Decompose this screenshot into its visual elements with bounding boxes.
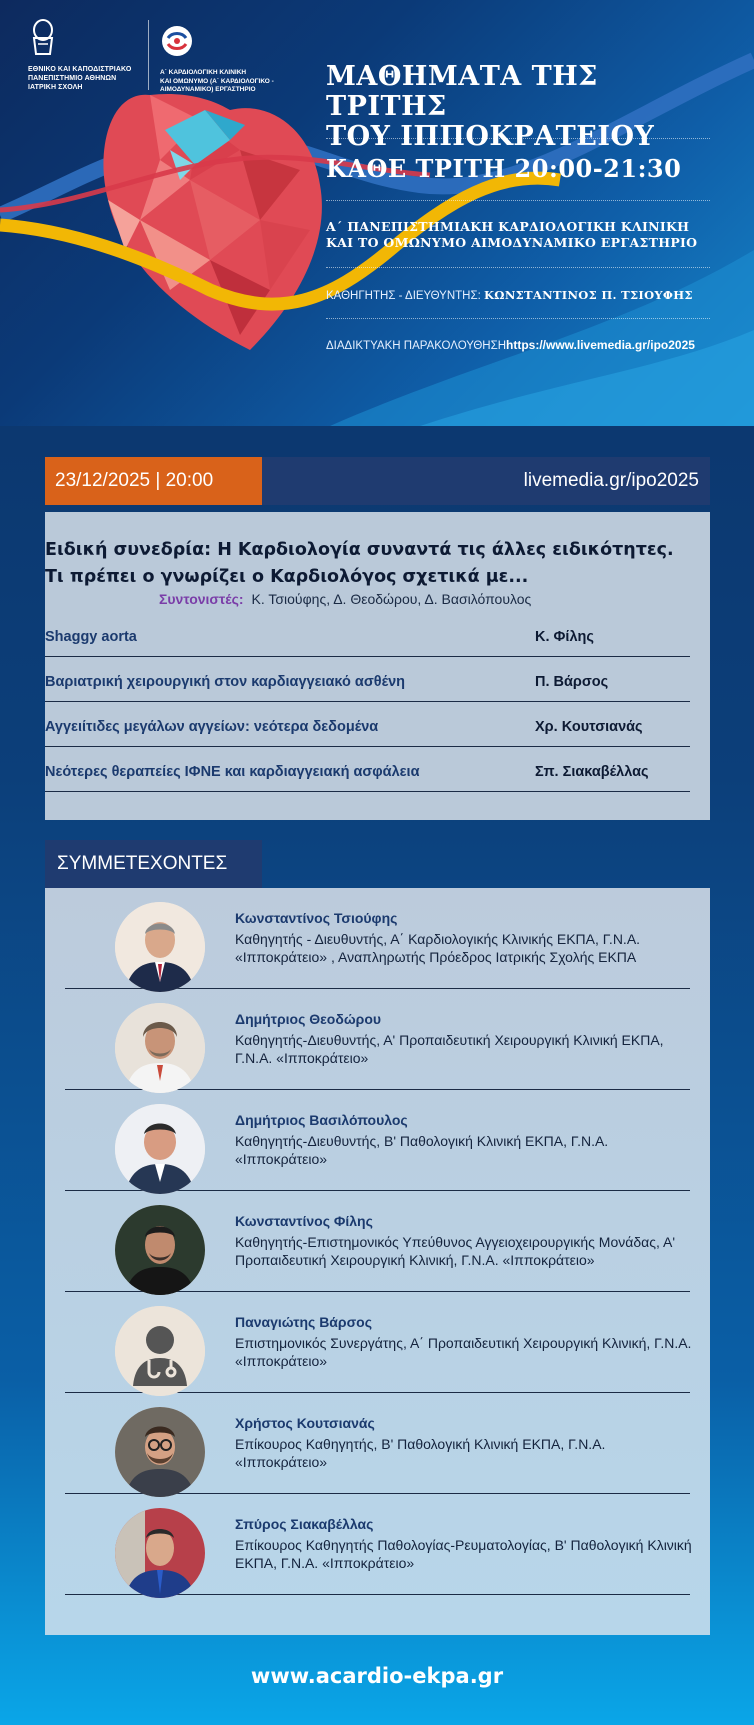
doctor-placeholder-icon [115, 1306, 205, 1396]
participant-photo [115, 1003, 205, 1093]
participant-photo [115, 1306, 205, 1396]
participants-heading: ΣΥΜΜΕΤΕΧΟΝΤΕΣ [45, 840, 262, 888]
divider [326, 200, 710, 201]
session-title-line: Ειδική συνεδρία: Η Καρδιολογία συναντά τις άλλες ειδικότητες. [45, 540, 674, 560]
session-panel [45, 512, 710, 820]
online-label: ΔΙΑΔΙΚΤΥΑΚΗ ΠΑΡΑΚΟΛΟΥΘΗΣΗ [326, 340, 506, 352]
talk-row [45, 657, 690, 702]
talk-row [45, 747, 690, 792]
person-portrait-icon [115, 1104, 205, 1194]
participant-card [65, 1292, 690, 1393]
participants-panel [45, 888, 710, 1635]
participant-photo [115, 1104, 205, 1194]
person-portrait-icon [115, 1205, 205, 1295]
participant-description: Καθηγητής-Διευθυντής, Β' Παθολογική Κλινική ΕΚΠΑ, Γ.Ν.Α. «Ιπποκράτειο» [235, 1133, 609, 1167]
participant-description: Καθηγητής-Διευθυντής, Α' Προπαιδευτική Χειρουργική Κλινική ΕΚΠΑ, Γ.Ν.Α. «Ιπποκράτειο» [235, 1032, 664, 1066]
talk-speaker: Π. Βάρσος [535, 674, 609, 690]
participant-description: Καθηγητής-Επιστημονικός Υπεύθυνος Αγγειοχειρουργικής Μονάδας, Α' Προπαιδευτική Χειρουργική Κλινική, Γ.Ν.Α. «Ιπποκράτειο» [235, 1234, 676, 1268]
session-title-line: Τι πρέπει ο γνωρίζει ο Καρδιολόγος σχετικά με... [45, 567, 529, 587]
talk-title: Νεότερες θεραπείες ΙΦΝΕ και καρδιαγγειακή ασφάλεια [45, 764, 420, 780]
clinic-name [326, 219, 726, 251]
director [326, 288, 693, 302]
logo-right-line: Α΄ ΚΑΡΔΙΟΛΟΓΙΚΗ ΚΛΙΝΙΚΗ [160, 69, 247, 76]
moderators-names: Κ. Τσιούφης, Δ. Θεοδώρου, Δ. Βασιλόπουλος [251, 591, 532, 607]
participant-card [65, 1393, 690, 1494]
divider [326, 318, 710, 319]
participant-card [65, 1494, 690, 1595]
divider [326, 138, 710, 139]
university-logo [28, 18, 148, 92]
person-portrait-icon [115, 1407, 205, 1497]
participant-photo [115, 1205, 205, 1295]
participant-card [65, 1090, 690, 1191]
participant-description: Επίκουρος Καθηγητής, Β' Παθολογική Κλινική ΕΚΠΑ, Γ.Ν.Α. «Ιπποκράτειο» [235, 1436, 606, 1470]
cardio-clinic-emblem-icon [160, 24, 194, 58]
series-title-line: ΤΟΥ ΙΠΠΟΚΡΑΤΕΙΟΥ [326, 121, 655, 152]
person-portrait-icon [115, 902, 205, 992]
participant-name: Χρήστος Κουτσιανάς [235, 1415, 375, 1431]
logo-right-line: ΑΙΜΟΔΥΝΑΜΙΚΟ) ΕΡΓΑΣΤΗΡΙΟ [160, 86, 256, 93]
participant-name: Δημήτριος Βασιλόπουλος [235, 1112, 408, 1128]
clinic-logo [160, 24, 300, 95]
person-portrait-icon [115, 1508, 205, 1598]
athena-emblem-icon [28, 18, 58, 56]
logo-left-line: ΕΘΝΙΚΟ ΚΑΙ ΚΑΠΟΔΙΣΤΡΙΑΚΟ [28, 66, 132, 73]
talk-speaker: Κ. Φίλης [535, 629, 594, 645]
participant-description: Επίκουρος Καθηγητής Παθολογίας-Ρευματολογίας, Β' Παθολογική Κλινική ΕΚΠΑ, Γ.Ν.Α. «Ιπποκράτειο» [235, 1537, 692, 1571]
logo-left-line: ΙΑΤΡΙΚΗ ΣΧΟΛΗ [28, 84, 83, 91]
participant-name: Κωνσταντίνος Φίλης [235, 1213, 373, 1229]
participant-photo [115, 902, 205, 992]
clinic-name-line: Α΄ ΠΑΝΕΠΙΣΤΗΜΙΑΚΗ ΚΑΡΔΙΟΛΟΓΙΚΗ ΚΛΙΝΙΚΗ [326, 219, 690, 234]
talk-title: Shaggy aorta [45, 629, 137, 645]
session-title [45, 537, 705, 591]
talk-list [45, 612, 690, 792]
online-url-link[interactable]: https://www.livemedia.gr/ipo2025 [506, 338, 695, 352]
participant-name: Σπύρος Σιακαβέλλας [235, 1516, 374, 1532]
logo-left-line: ΠΑΝΕΠΙΣΤΗΜΙΟ ΑΘΗΝΩΝ [28, 75, 117, 82]
participant-card [65, 989, 690, 1090]
participant-name: Παναγιώτης Βάρσος [235, 1314, 372, 1330]
logo-divider [148, 20, 149, 90]
participant-name: Δημήτριος Θεοδώρου [235, 1011, 382, 1027]
talk-title: Βαριατρική χειρουργική στον καρδιαγγειακό ασθένη [45, 674, 406, 690]
participant-card [65, 888, 690, 989]
online-streaming [326, 338, 695, 352]
talk-row [45, 702, 690, 747]
talk-title: Αγγειίτιδες μεγάλων αγγείων: νεότερα δεδομένα [45, 719, 379, 735]
schedule: ΚΑΘΕ ΤΡΙΤΗ 20:00-21:30 [326, 154, 682, 183]
moderators [159, 591, 531, 607]
director-label: ΚΑΘΗΓΗΤΗΣ - ΔΙΕΥΘΥΝΤΗΣ: [326, 290, 481, 302]
person-portrait-icon [115, 1003, 205, 1093]
participant-card [65, 1191, 690, 1292]
series-title-line: ΜΑΘΗΜΑΤΑ ΤΗΣ ΤΡΙΤΗΣ [326, 61, 598, 122]
event-bar [45, 457, 710, 505]
clinic-name-line: ΚΑΙ ΤΟ ΟΜΩΝΥΜΟ ΑΙΜΟΔΥΝΑΜΙΚΟ ΕΡΓΑΣΤΗΡΙΟ [326, 235, 698, 250]
event-link[interactable]: livemedia.gr/ipo2025 [523, 470, 699, 491]
participant-photo [115, 1407, 205, 1497]
divider [326, 267, 710, 268]
moderators-label: Συντονιστές: [159, 591, 244, 607]
participant-description: Καθηγητής - Διευθυντής, Α΄ Καρδιολογικής Κλινικής ΕΚΠΑ, Γ.Ν.Α. «Ιπποκράτειο» , Αναπληρωτής Πρόεδρος Ιατρικής Σχολής ΕΚΠΑ [235, 931, 641, 965]
director-name: ΚΩΝΣΤΑΝΤΙΝΟΣ Π. ΤΣΙΟΥΦΗΣ [483, 288, 693, 302]
participant-description: Επιστημονικός Συνεργάτης, Α΄ Προπαιδευτική Χειρουργική Κλινική, Γ.Ν.Α. «Ιπποκράτειο» [235, 1335, 692, 1369]
event-date-time: 23/12/2025 | 20:00 [45, 457, 262, 505]
talk-speaker: Σπ. Σιακαβέλλας [535, 764, 649, 780]
footer-website-link[interactable]: www.acardio-ekpa.gr [250, 1664, 504, 1688]
participant-photo [115, 1508, 205, 1598]
header-banner [0, 0, 754, 426]
participant-name: Κωνσταντίνος Τσιούφης [235, 910, 398, 926]
talk-speaker: Χρ. Κουτσιανάς [535, 719, 643, 735]
talk-row [45, 612, 690, 657]
logo-right-line: ΚΑΙ ΟΜΩΝΥΜΟ (Α΄ ΚΑΡΔΙΟΛΟΓΙΚΟ - [160, 77, 274, 85]
